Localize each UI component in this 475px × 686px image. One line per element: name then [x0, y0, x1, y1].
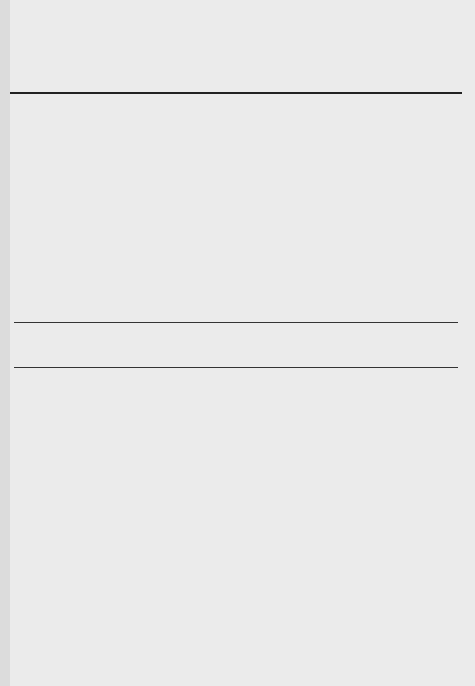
top-rule — [10, 92, 462, 94]
mid-band — [14, 322, 458, 368]
page-edge — [0, 0, 10, 686]
sign-title-cell — [414, 96, 458, 318]
top-prose — [252, 18, 472, 88]
sign-title — [448, 96, 458, 318]
upper-table — [14, 96, 458, 318]
lower-table — [14, 372, 458, 644]
